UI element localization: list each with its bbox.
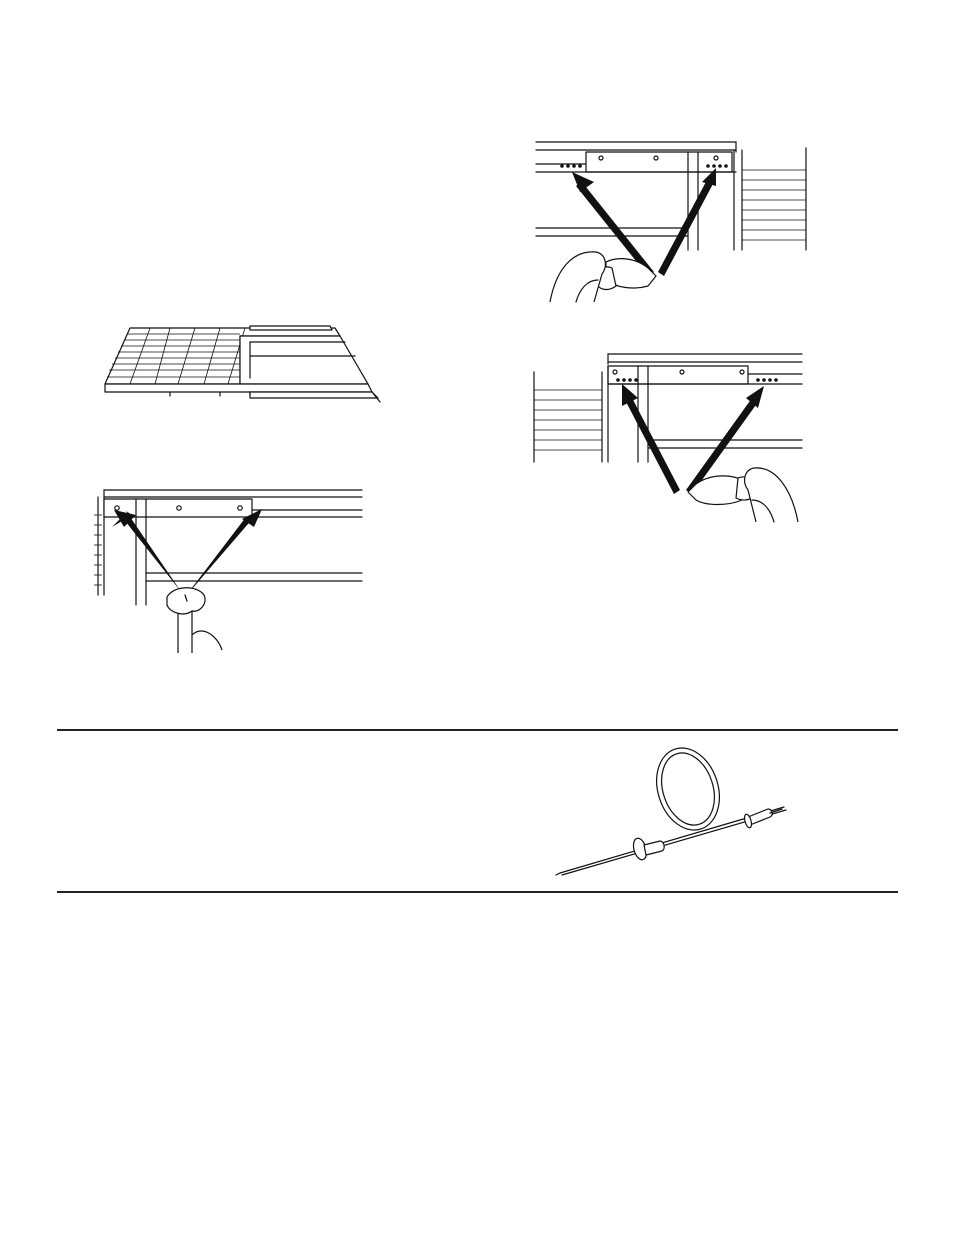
oven-rack-illustration [100, 322, 390, 412]
section-divider-bottom [57, 891, 898, 893]
section-divider-top [57, 729, 898, 731]
spray-rail-left-illustration [536, 140, 808, 305]
temperature-probe-illustration [556, 745, 796, 880]
spray-rail-right-illustration [530, 350, 805, 525]
hand-wiping-illustration [92, 485, 367, 655]
